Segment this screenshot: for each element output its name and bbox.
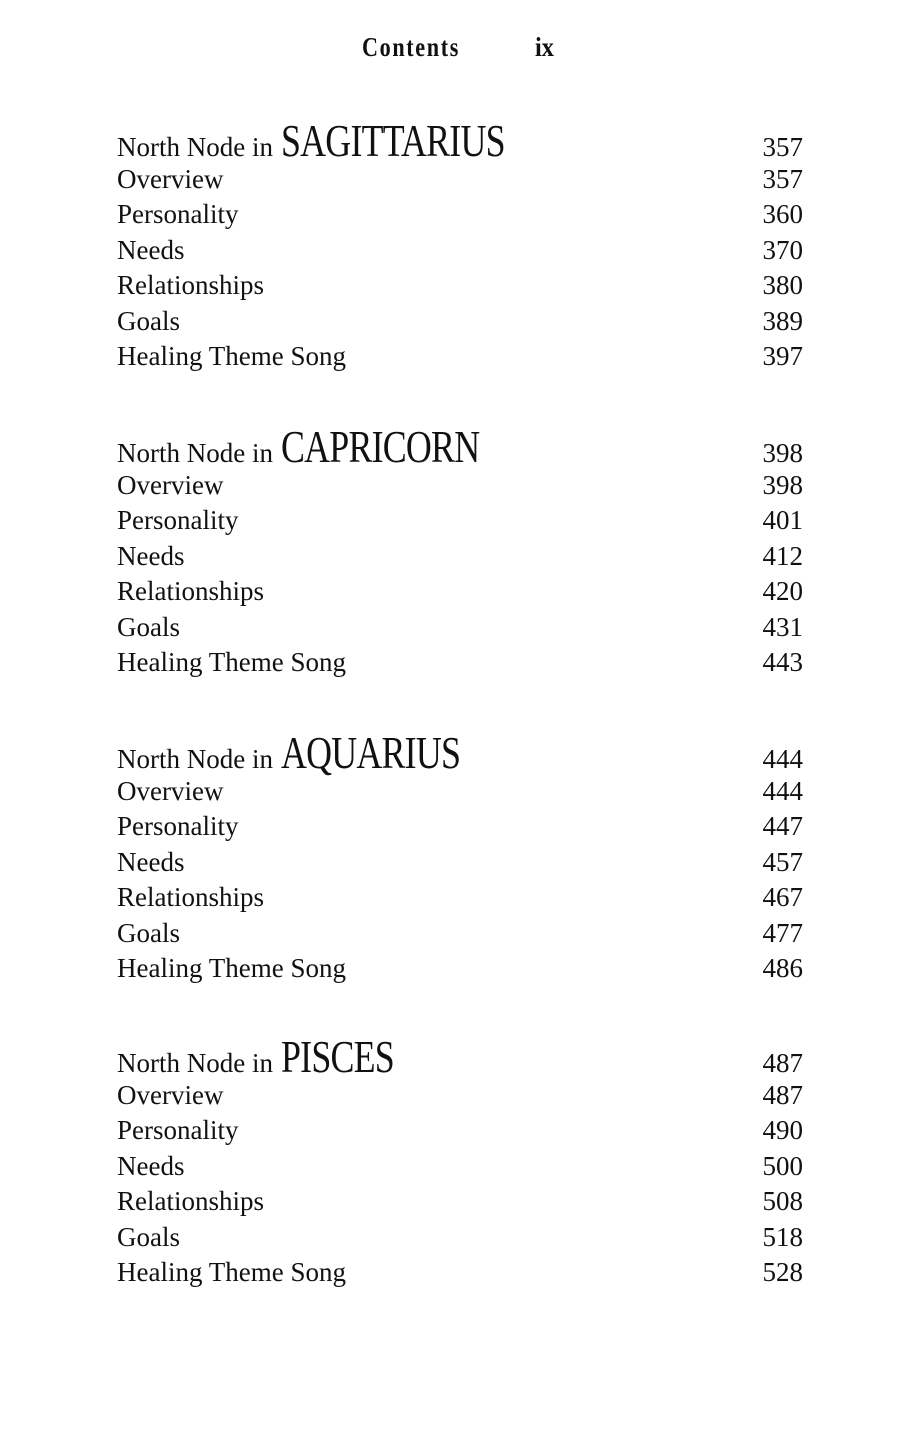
toc-section-sagittarius — [117, 115, 803, 374]
section-title — [117, 115, 568, 168]
page-number: 528 — [762, 1256, 803, 1287]
toc-entry[interactable] — [117, 233, 803, 268]
toc-entry[interactable] — [117, 951, 803, 986]
page-number: 490 — [762, 1115, 803, 1146]
toc-entry[interactable] — [117, 1078, 803, 1113]
entry-label: Relationships — [117, 576, 264, 607]
section-prefix: North Node in — [117, 438, 273, 468]
entry-label: Overview — [117, 776, 224, 806]
page-number: 487 — [762, 1080, 803, 1110]
toc-section-pisces — [117, 1031, 803, 1290]
entry-label: Healing Theme Song — [117, 952, 346, 983]
page-number: 500 — [762, 1150, 803, 1181]
toc-section-capricorn — [117, 421, 803, 680]
page-number: 444 — [762, 744, 803, 774]
page-number: 467 — [762, 882, 803, 913]
toc-entry[interactable] — [117, 1184, 803, 1219]
page-number: 360 — [762, 199, 803, 230]
entry-label: Personality — [117, 199, 239, 230]
page-number: 420 — [762, 576, 803, 607]
toc-entry[interactable] — [117, 845, 803, 880]
toc-section-heading[interactable] — [117, 421, 803, 472]
section-prefix: North Node in — [117, 1048, 273, 1078]
entry-label: Relationships — [117, 1186, 264, 1217]
toc-entry[interactable] — [117, 197, 803, 232]
page-number: 412 — [762, 540, 803, 571]
toc-entry[interactable] — [117, 1220, 803, 1255]
page-number: 380 — [762, 270, 803, 301]
entry-label: Goals — [117, 305, 180, 336]
entry-label: Personality — [117, 811, 239, 842]
page-folio: ix — [535, 32, 554, 62]
section-title — [117, 727, 511, 780]
entry-label: Healing Theme Song — [117, 1256, 346, 1287]
entry-label: Overview — [117, 470, 224, 500]
page-number: 357 — [762, 132, 803, 162]
entry-label: Needs — [117, 540, 185, 571]
toc-entry[interactable] — [117, 503, 803, 538]
toc-entry[interactable] — [117, 1113, 803, 1148]
page-number: 357 — [762, 164, 803, 194]
entry-label: Relationships — [117, 270, 264, 301]
page-number: 443 — [762, 646, 803, 677]
sign-name: CAPRICORN — [280, 421, 480, 472]
running-head-title: Contents — [362, 32, 461, 62]
toc-entry[interactable] — [117, 1149, 803, 1184]
page-number: 518 — [762, 1221, 803, 1252]
page-number: 431 — [762, 611, 803, 642]
entry-label: Needs — [117, 846, 185, 877]
page-number: 487 — [762, 1048, 803, 1078]
entry-label: Healing Theme Song — [117, 646, 346, 677]
entry-label: Needs — [117, 1150, 185, 1181]
sign-name: SAGITTARIUS — [280, 115, 505, 166]
toc-entry[interactable] — [117, 880, 803, 915]
page-number: 508 — [762, 1186, 803, 1217]
toc-section-heading[interactable] — [117, 727, 803, 778]
entry-label: Personality — [117, 505, 239, 536]
section-prefix: North Node in — [117, 132, 273, 162]
toc-entry[interactable] — [117, 268, 803, 303]
page-number: 370 — [762, 234, 803, 265]
toc-section-heading[interactable] — [117, 115, 803, 166]
entry-label: Relationships — [117, 882, 264, 913]
toc-entry[interactable] — [117, 339, 803, 374]
toc-entry[interactable] — [117, 645, 803, 680]
toc-entry[interactable] — [117, 774, 803, 809]
running-head — [0, 30, 922, 70]
toc-entry[interactable] — [117, 916, 803, 951]
page-number: 398 — [762, 470, 803, 500]
entry-label: Needs — [117, 234, 185, 265]
toc-entry[interactable] — [117, 809, 803, 844]
sign-name: AQUARIUS — [280, 727, 461, 778]
section-title — [117, 1031, 426, 1084]
entry-label: Goals — [117, 611, 180, 642]
toc-entry[interactable] — [117, 574, 803, 609]
page-number: 447 — [762, 811, 803, 842]
toc-section-heading[interactable] — [117, 1031, 803, 1082]
entry-label: Healing Theme Song — [117, 340, 346, 371]
toc-section-aquarius — [117, 727, 803, 986]
entry-label: Goals — [117, 1221, 180, 1252]
page-number: 401 — [762, 505, 803, 536]
page-number: 477 — [762, 917, 803, 948]
page-number: 398 — [762, 438, 803, 468]
sign-name: PISCES — [280, 1031, 394, 1082]
toc-entry[interactable] — [117, 539, 803, 574]
entry-label: Personality — [117, 1115, 239, 1146]
section-prefix: North Node in — [117, 744, 273, 774]
page-number: 389 — [762, 305, 803, 336]
entry-label: Goals — [117, 917, 180, 948]
page-number: 444 — [762, 776, 803, 806]
toc-entry[interactable] — [117, 162, 803, 197]
page-number: 486 — [762, 952, 803, 983]
toc-entry[interactable] — [117, 610, 803, 645]
page-number: 397 — [762, 340, 803, 371]
entry-label: Overview — [117, 164, 224, 194]
toc-entry[interactable] — [117, 304, 803, 339]
entry-label: Overview — [117, 1080, 224, 1110]
toc-entry[interactable] — [117, 468, 803, 503]
section-title — [117, 421, 535, 474]
toc-entry[interactable] — [117, 1255, 803, 1290]
page-number: 457 — [762, 846, 803, 877]
